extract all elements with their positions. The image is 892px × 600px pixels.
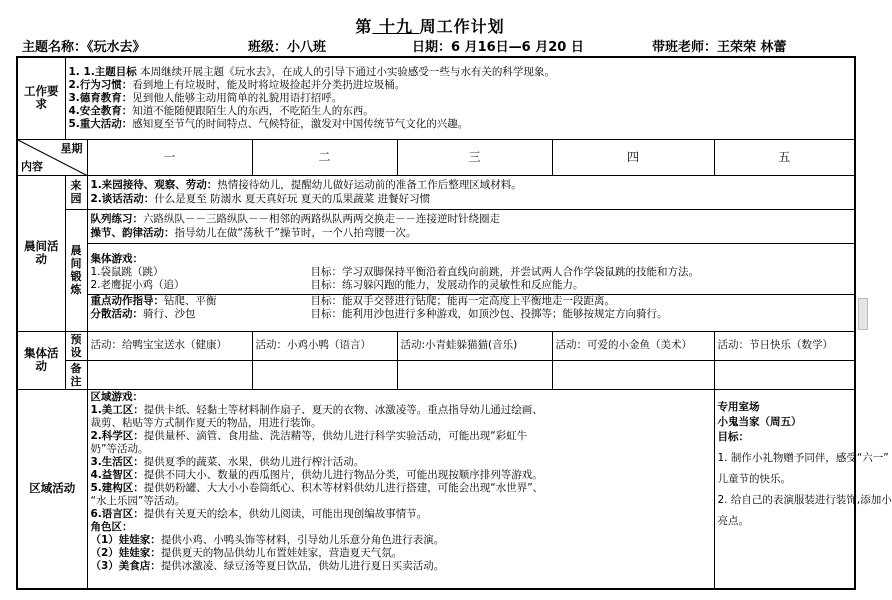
region-item: （1）娃娃家：提供小鸡、小鸭头饰等材料，引导幼儿乐意分角色进行表演。	[90, 533, 445, 546]
exercise-label: 晨间锻炼	[65, 209, 87, 331]
collective-activity-label: 集体活动	[17, 331, 65, 389]
requirements-label: 工作要求	[17, 57, 65, 139]
requirement-item: 1. 1.主题目标 本周继续开展主题《玩水去》，在成人的引导下通过小实验感受一些与水有关的科学现象。	[68, 65, 555, 78]
region-games-title: 区域游戏：	[90, 390, 143, 403]
special-goal-1-cont: 儿童节的快乐。	[717, 472, 791, 485]
requirement-item: 3.德育教育：见到他人能够主动用简单的礼貌用语打招呼。	[68, 91, 343, 104]
arrival-label: 来园	[65, 175, 87, 209]
scrollbar-thumb[interactable]	[858, 298, 868, 330]
group-item: 分散活动：骑行、沙包 目标：能利用沙包进行多种游戏，如顶沙包、投掷等；能够按规定方向骑行。	[90, 308, 668, 320]
exercise-formation-content: 队列练习：六路纵队－－三路纵队－－相邻的两路纵队两两交换走－－连接逆时针绕圈走 操节、韵律活动：指导幼儿在做“荡秋千”操节时，一个八拍弯腰一次。	[87, 209, 855, 243]
note-label: 备注	[65, 360, 87, 389]
weekday-corner-cell	[17, 139, 87, 175]
region-item: 6.语言区：提供有关夏天的绘本，供幼儿阅读，可能出现创编故事情节。	[90, 507, 428, 520]
teachers: 带班老师：王荣荣 林蕾	[652, 40, 787, 55]
requirement-item: 4.安全教育：知道不能随便跟陌生人的东西，不吃陌生人的东西。	[68, 104, 374, 117]
collective-activity-tuesday: 活动：小鸡小鸭（语言）	[252, 331, 397, 360]
requirement-item: 2.行为习惯：看到地上有垃圾时，能及时将垃圾捡起并分类扔进垃圾桶。	[68, 78, 406, 91]
date-range: 日期：6 月16日—6 月20 日	[412, 40, 584, 55]
collective-note-friday	[714, 360, 855, 389]
exercise-games-content: 集体游戏： 1.袋鼠跳（跳） 目标：学习双脚保持平衡沿着直线向前跳，并尝试两人合作学袋鼠跳的技能和方法。 2.老鹰捉小鸡（追） 目标：练习躲闪跑的能力，发展动作的灵敏性和反应能力。 重点动作指导：钻爬、平衡 目标：能双手交替进行钻爬；能再一定高度上平衡地走一段距离。 分散活动：骑行、沙包 目标：能利用沙包进行多种游戏，如顶沙包、投掷等；能够按规定方向骑行。	[87, 243, 855, 331]
title-suffix: 周工作计划	[419, 17, 505, 36]
weekday-monday: 一	[87, 139, 252, 175]
weekday-wednesday: 三	[397, 139, 552, 175]
special-goal-1: 1. 制作小礼物赠予同伴，感受“六一”	[717, 451, 889, 464]
region-item: 裁剪、粘贴等方式制作夏天的物品，用进行装饰。	[90, 416, 322, 429]
weekday-tuesday: 二	[252, 139, 397, 175]
region-item: 3.生活区：提供夏季的蔬菜、水果，供幼儿进行榨汁活动。	[90, 455, 365, 468]
special-room-name: 小鬼当家（周五）	[717, 415, 802, 428]
corner-content-label: 内容	[21, 159, 43, 173]
game-item: 1.袋鼠跳（跳） 目标：学习双脚保持平衡沿着直线向前跳，并尝试两人合作学袋鼠跳的技能和方法。	[90, 266, 699, 278]
requirements-row	[17, 57, 855, 139]
special-goal-2-cont: 亮点。	[717, 514, 749, 527]
collective-note-row	[17, 360, 855, 389]
title-week-number: 十九	[372, 17, 420, 36]
corner-weekday-label: 星期	[60, 141, 83, 155]
region-item: （3）美食店：提供冰激凌、绿豆汤等夏日饮品，供幼儿进行夏日买卖活动。	[90, 559, 445, 572]
collective-note-monday	[87, 360, 252, 389]
weekday-header-row	[17, 139, 855, 175]
special-goal-2: 2. 给自己的表演服装进行装饰,添加小	[717, 493, 892, 506]
region-activity-label: 区域活动	[17, 389, 87, 589]
arrival-content: 1.来园接待、观察、劳动：热情接待幼儿，提醒幼儿做好运动前的准备工作后整理区域材料。 2.谈话活动：什么是夏至 防溺水 夏天真好玩 夏天的瓜果蔬菜 进餐好习惯	[87, 175, 855, 209]
game-item: 2.老鹰捉小鸡（追） 目标：练习躲闪跑的能力，发展动作的灵敏性和反应能力。	[90, 279, 584, 291]
collective-activity-friday: 活动：节日快乐（数学）	[714, 331, 855, 360]
region-item: 5.建构区：提供奶粉罐、大大小小卷筒纸心、积木等材料供幼儿进行搭建，可能会出现“水世界”、	[90, 481, 544, 494]
morning-exercise-row	[17, 209, 855, 243]
special-room-goal-label: 目标：	[717, 430, 749, 443]
plan-table	[16, 56, 892, 590]
region-item: 4.益智区：提供不同大小、数量的西瓜图片，供幼儿进行物品分类，可能出现按顺序排列等游戏。	[90, 468, 543, 481]
region-item: “水上乐园”等活动。	[90, 494, 186, 507]
collective-preset-row	[17, 331, 855, 360]
region-games-content	[87, 389, 714, 589]
collective-note-thursday	[552, 360, 714, 389]
collective-activity-monday: 活动：给鸭宝宝送水（健康）	[87, 331, 252, 360]
region-activity-row	[17, 389, 855, 589]
region-item: （2）娃娃家：提供夏天的物品供幼儿布置娃娃家，营造夏天气氛。	[90, 546, 403, 559]
collective-note-wednesday	[397, 360, 552, 389]
page-title	[0, 14, 860, 37]
special-room-title: 专用室场	[717, 400, 760, 413]
class-name: 班级：小八班	[248, 40, 327, 55]
preset-label: 预设	[65, 331, 87, 360]
morning-games-row	[17, 243, 855, 331]
region-item: 1.美工区：提供卡纸、轻黏土等材料制作扇子、夏天的衣物、冰激凌等。重点指导幼儿通过绘画、	[90, 403, 543, 416]
region-item: 奶”等活动。	[90, 442, 149, 455]
collective-activity-thursday: 活动：可爱的小金鱼（美术）	[552, 331, 714, 360]
weekday-thursday: 四	[552, 139, 714, 175]
special-room-content	[714, 389, 892, 589]
plan-meta-row	[0, 36, 860, 54]
morning-arrival-row	[17, 175, 855, 209]
requirement-item: 5.重大活动：感知夏至节气的时间特点、气候特征，激发对中国传统节气文化的兴趣。	[68, 117, 469, 130]
morning-activity-label: 晨间活动	[17, 175, 65, 331]
region-item: 2.科学区：提供量杯、滴管、食用盐、洗洁精等，供幼儿进行科学实验活动，可能出现“彩虹牛	[90, 429, 528, 442]
region-item: 角色区：	[90, 520, 133, 533]
theme-name: 主题名称：《玩水去》	[22, 40, 146, 55]
collective-note-tuesday	[252, 360, 397, 389]
title-prefix: 第	[355, 17, 373, 36]
weekday-friday: 五	[714, 139, 855, 175]
requirements-content	[65, 57, 855, 139]
focus-item: 重点动作指导：钻爬、平衡 目标：能双手交替进行钻爬；能再一定高度上平衡地走一段距离。	[90, 295, 615, 307]
collective-activity-wednesday: 活动:小青蛙躲猫猫(音乐)	[397, 331, 552, 360]
